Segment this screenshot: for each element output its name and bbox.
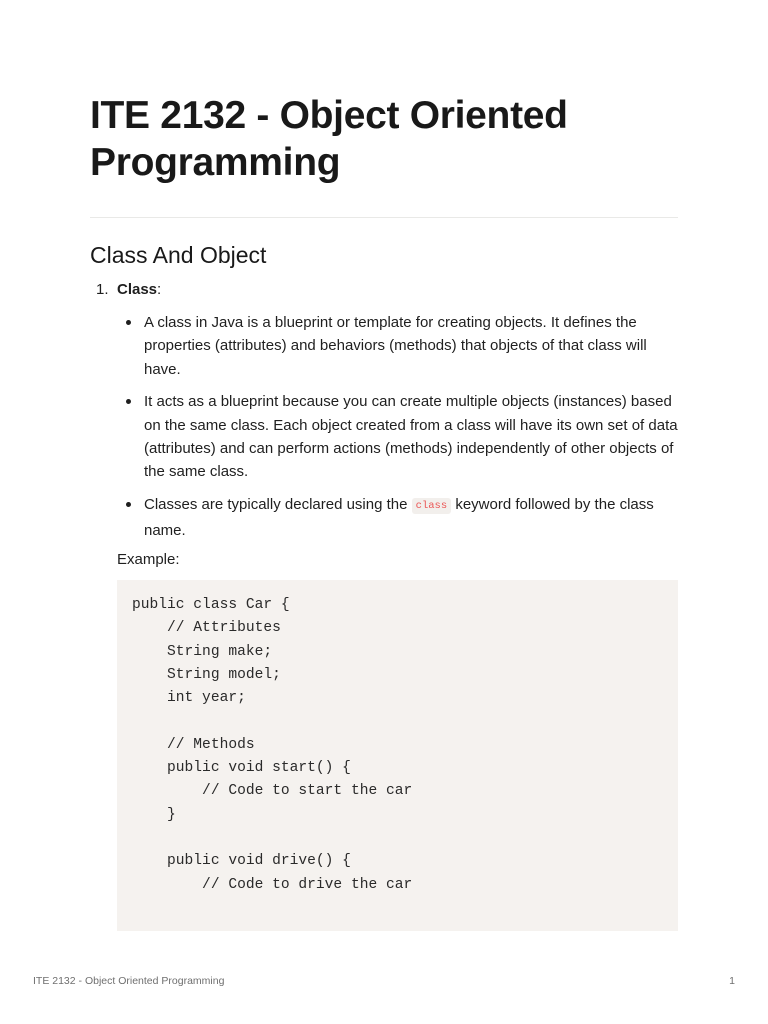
code-line: int year; xyxy=(132,690,246,707)
code-block xyxy=(117,580,678,931)
code-line: public class Car { xyxy=(132,597,290,613)
bullet-item xyxy=(117,493,682,543)
title-divider xyxy=(90,217,678,218)
bullet-text: A class in Java is a blueprint or template for creating objects. It defines the properties (attributes) and behaviors (methods) that objects of that class will have. xyxy=(144,314,647,378)
bullet-dot-icon xyxy=(126,399,131,404)
code-line: // Methods xyxy=(132,736,255,753)
list-item-label: Class xyxy=(117,281,158,298)
list-number: 1. xyxy=(96,281,109,298)
code-line: // Attributes xyxy=(132,620,281,637)
bullet-dot-icon xyxy=(126,320,131,325)
bullet-text-before: Classes are typically declared using the xyxy=(144,496,412,514)
code-line: public void drive() { xyxy=(132,853,351,870)
code-line: // Code to start the car xyxy=(132,783,413,800)
list-item-suffix: : xyxy=(157,281,162,298)
code-line xyxy=(132,827,663,850)
code-line: String make; xyxy=(132,643,273,660)
bullet-item xyxy=(117,390,682,483)
footer-page-number: 1 xyxy=(729,975,735,987)
bullet-list xyxy=(117,311,682,552)
bullet-text-after: keyword followed by the class name. xyxy=(144,496,654,540)
example-label: Example: xyxy=(117,551,180,568)
footer-title: ITE 2132 - Object Oriented Programming xyxy=(33,975,225,987)
code-line: public void start() { xyxy=(132,760,351,777)
bullet-text: It acts as a blueprint because you can create multiple objects (instances) based on the same class. Each object created from a class will have its own set of data (attributes) and can perform actions (methods) independently of other objects of the same class. xyxy=(144,393,678,481)
inline-code: class xyxy=(412,498,452,514)
code-line: String model; xyxy=(132,666,281,683)
ordered-list-item xyxy=(96,279,161,301)
page-title: ITE 2132 - Object Oriented Programming xyxy=(90,94,568,184)
bullet-item xyxy=(117,311,682,381)
code-line: // Code to drive the car xyxy=(132,876,413,893)
code-line: } xyxy=(132,806,176,823)
code-line xyxy=(132,710,663,733)
bullet-dot-icon xyxy=(126,502,131,507)
section-heading: Class And Object xyxy=(90,242,267,268)
